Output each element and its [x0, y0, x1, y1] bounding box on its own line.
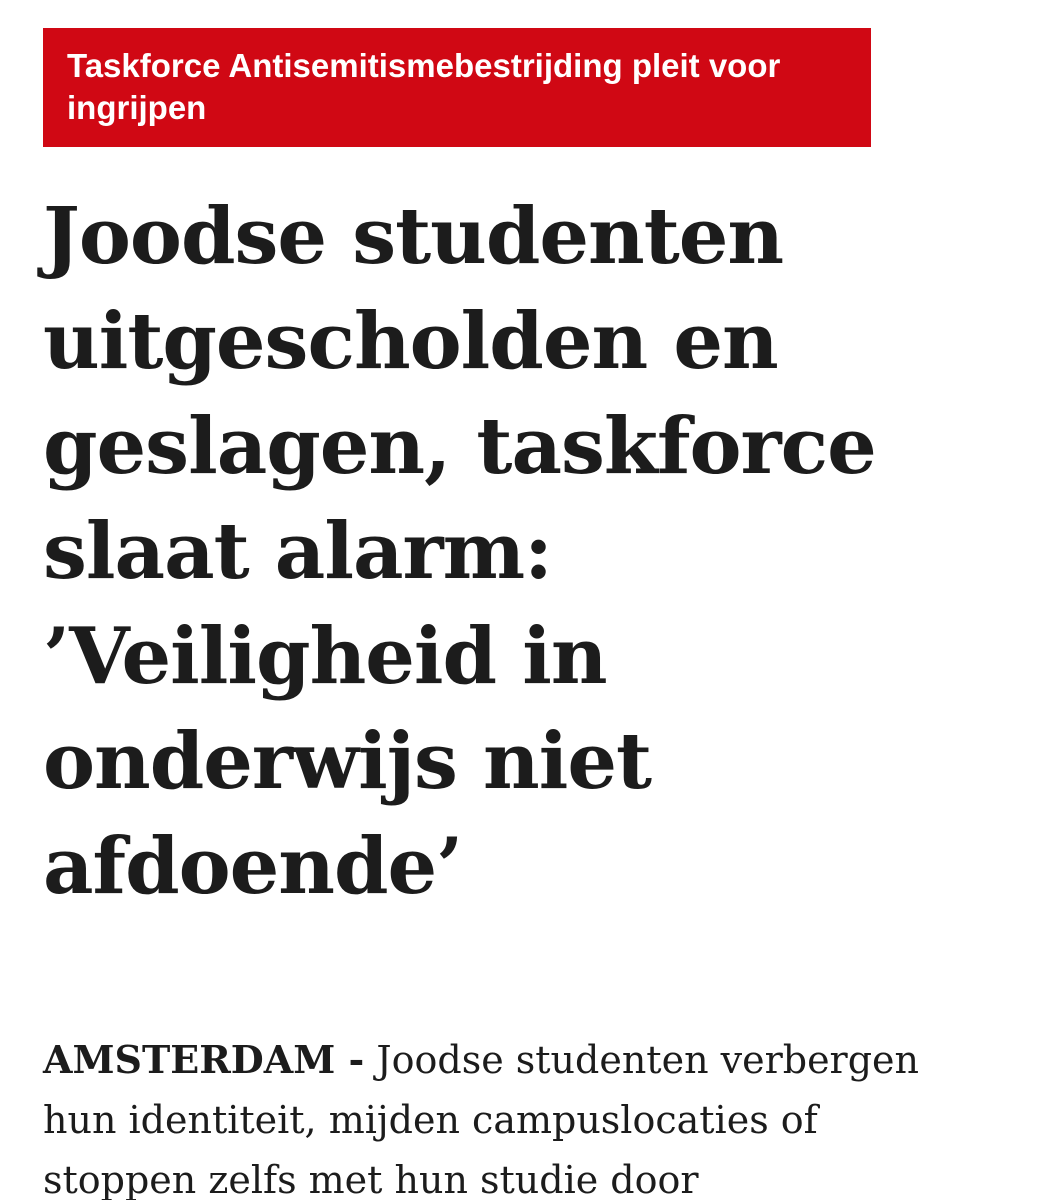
article-headline — [43, 184, 1023, 919]
lead-line-3: stoppen zelfs met hun studie door — [43, 1158, 699, 1200]
kicker-line-1: Taskforce Antisemitismebestrijding pleit voor — [67, 47, 781, 84]
lead-line-1 — [43, 1030, 1033, 1090]
dateline: AMSTERDAM - — [43, 1037, 365, 1082]
article-lead — [43, 1030, 1033, 1200]
headline-line-4: slaat alarm: — [43, 506, 552, 597]
headline-line-7: afdoende’ — [43, 821, 463, 912]
kicker-line-2: ingrijpen — [67, 89, 207, 126]
headline-line-3: geslagen, taskforce — [43, 401, 876, 492]
headline-line-1: Joodse studenten — [43, 191, 784, 282]
kicker-text — [67, 45, 847, 129]
headline-line-6: onderwijs niet — [43, 716, 652, 807]
kicker-banner — [43, 28, 871, 147]
lead-line-1-text: Joodse studenten verbergen — [364, 1038, 920, 1082]
headline-line-2: uitgescholden en — [43, 296, 778, 387]
headline-line-5: ’Veiligheid in — [43, 611, 607, 702]
lead-line-2: hun identiteit, mijden campuslocaties of — [43, 1098, 818, 1142]
